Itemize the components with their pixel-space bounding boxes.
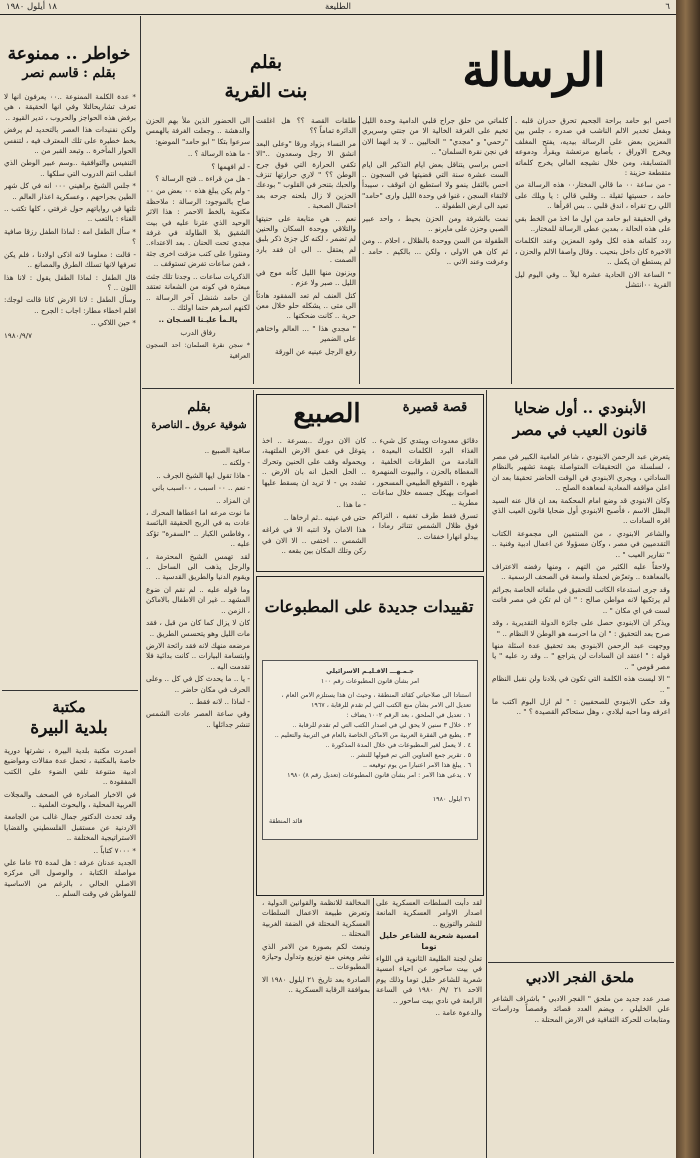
paragraph: رفاق الدرب bbox=[180, 327, 216, 337]
paragraph: الى الحضور الذين ملأ بهم الحزن والدهشة .. وجعلت الغرفة بالهمس سرعوا بتكا " ابو حامد" الموضع: bbox=[146, 116, 250, 146]
column-divider bbox=[373, 898, 374, 1154]
paragraph: وفي ساعة العصر عادت الشمس تنشر جدائلها .. bbox=[146, 709, 250, 729]
paragraph: التنفيس والتوافقية ..وسم عبير الوطن الذي انقلب انتم الدروب التي سلكها .. bbox=[4, 158, 136, 178]
khawater-title: خواطر .. ممنوعة bbox=[7, 44, 131, 64]
paragraph: - يا .. ما يحدث كل في كل .. وعلى الحرف في مكان حاضر .. bbox=[146, 674, 250, 694]
story-byline-author: شوقية عروق ـ الناصرة bbox=[151, 420, 247, 431]
library-title: مكتبة bbox=[52, 698, 86, 716]
column-divider bbox=[511, 116, 512, 384]
page-number: ٦ bbox=[665, 2, 670, 12]
page-header bbox=[0, 0, 676, 15]
library-body bbox=[4, 746, 136, 1150]
paragraph: اصدرت مكتبة بلدية البيرة ، نشرتها دورية خاصة بالمكتبة ، تحمل عدة مقالات ومواضيع ادبية متنوعة تلقي الضوء على الكتب المفقودة .. bbox=[4, 746, 136, 787]
column-divider bbox=[253, 390, 254, 1158]
paragraph: المخالفة للانظمة والقوانين الدولية ، وتعرض طبيعة الاعمال السلطات العسكرية المحتلة في الضفة الغربية المحتلة .. bbox=[262, 898, 370, 939]
order-subheading: امر بشأن قانون المطبوعات رقم ١٠٠ bbox=[320, 677, 420, 685]
paragraph: تسرق فقط طرف تغفيه ، التراكم فوق ظلال الشمس تتناثر رمادا ، بيدلو انهارا خفقات .. bbox=[372, 510, 478, 541]
paragraph: ولكن نفنيدات هذا العصر بالتحديد لم يرفض بخط خطيرة على تلك المعترف فيه ، لتنفس الحوار المأخرة .. وتبعد القبر من .. bbox=[4, 125, 136, 156]
paragraph: ولاحقاً عليه الكثير من التهم ، ومنها رفضه الاعتراف بالمعاهدة .. وتعرّض لحملة واسعة في الصحف الرسمية .. bbox=[492, 562, 670, 582]
paragraph: مر النساء بزواد ورقا "وعلى البعد انشق الا رجل وسعدون .."الا تكفي الحرارة التي فوق جرح الوطن ؟؟ " لاري حرارتها تنزف والحبك بتنحر في القلوب " بودعك الحزين لا زال بلحنه جرحه بعد احتمال الصحبة . bbox=[256, 138, 356, 211]
order-signature: قائد المنطقة bbox=[269, 817, 303, 825]
story-column-a bbox=[372, 436, 478, 566]
paragraph: - من ساعة ٠٠ ما قالي المختار٠٠ هذه الرسالة من حامد ، حسيتها ثقيلة .. وقلبي قالي : يا ويلك على اللي رح تقراه ، اندق قلبي .. بس اقرأها .. bbox=[515, 180, 671, 211]
risala-column-right bbox=[515, 116, 671, 380]
order-line: ١ . تعديل في الملحق ، بعد الرقم ١٠٠٢ يضاف : bbox=[346, 711, 471, 719]
paragraph: - قالت : معلوما لانه اذكى اولادنا ، فلم يكن تعرفها لانها تسلك الطرق والمصانع .. bbox=[4, 249, 136, 270]
library-subtitle: بلدية البيرة bbox=[30, 718, 108, 738]
paragraph: ووجهت عبد الرحمن الابنودي بعد تحقيق عدة اسئلة منها قوله : " اعتقد ان السادات لن يتراجع " .. وقد رد عليه " يا مصر قومي " .. bbox=[492, 640, 670, 671]
paragraph: ونبعث لكم بصورة من الامر الذي نشر ويعني منع توزيع وتداول وحيازة المطبوعات .. bbox=[262, 941, 370, 972]
paragraph: حتى في عينيه ..ثم ارخاها .. bbox=[283, 512, 366, 522]
paragraph: لقد تهمس الشيخ المحترمة ، والرجل يذهب الى الساحل .. ويقوم الدنيا والطريق القدسية .. bbox=[146, 551, 250, 582]
paragraph: وما قوله عليه .. لم نقم ان ضوع المشهد .. غير ان الاطفال بالاماكن ، الزمن .. bbox=[146, 584, 250, 615]
paragraph: احس براسي يتناقل بعض ايام التذكير الى ايام الست عشرة سنة التي قضيتها في السجون .. احس بالثقل ينمو ولا استطيع ان اتوقف ، سيبدأ لالتقاء السجن ، غنوا في وحدة الليل وارى "حامد" تعيد الى ارض الطفولة .. bbox=[362, 159, 508, 211]
paragraph: نمت بالشرفة ومن الحزن بحيط ، واحد عبير الصبي وحزن على مايرنو .. bbox=[362, 213, 508, 234]
paragraph: ردد كلماته هذه لكل وفود المعزين وعند الكلمات الاخيرة كان داخل بنحيب . وقال واصفا الالم والحزن ، لم يستطع ان يكمل .. bbox=[515, 236, 671, 267]
paragraph: طلقات القصة ؟؟ هل اغلقت الدائرة تماماً ؟؟ bbox=[256, 116, 356, 136]
paragraph: كان الان دورك ..بسرعة .. اخذ يتوغل في عمق الارض الملتهبة، ويحموله وقف على الحنين وتحرك .. الحل الحبل انه بان الارض .. تشدد بي - لا تريد ان يسقط عليها .. bbox=[262, 436, 366, 498]
order-line: ٥ . تقرير جمع العناوين التي تم قبولها للنشر .. bbox=[350, 751, 471, 759]
order-date: ٢١ ايلول ١٩٨٠ bbox=[432, 795, 471, 803]
khawater-byline: بقلم : قاسم نصر bbox=[22, 66, 116, 81]
paragraph: " مجدي هذا " ... العالم واختاهم على الضمير bbox=[256, 323, 356, 344]
journal-name: الطليعة bbox=[325, 2, 351, 12]
column-divider bbox=[253, 116, 254, 384]
paragraph: كتل العنف لم تعد المفقود هادئاً الى متى .. يشكله حلو خلال معن حرية .. كانت ضحكتها .. bbox=[256, 290, 356, 321]
book-spine bbox=[676, 0, 700, 1158]
section-divider bbox=[2, 690, 138, 691]
paragraph: الصادرة بعد تاريخ ٢١ ايلول ١٩٨٠ الا بموافقة الرقابة العسكرية .. bbox=[262, 974, 370, 995]
khawater-body bbox=[4, 92, 136, 684]
paragraph: الطفولة من السن ووحدة بالظلال ، احلام .. ومن ثم كان هي الاولى ، ولكن ... بالكيم . حامد . وعرفت وعند الاني .. bbox=[362, 236, 508, 267]
paragraph: الذكريات ساعات .. وجدنا تلك جثث مبعثرة في كونه من الشعانة تعتقد ان حامد شنشل آخر الرسالة .. لكنهم اسرهم حتما اولئك .. bbox=[146, 271, 250, 312]
story-title: الصبيع bbox=[293, 399, 361, 429]
paragraph: يالـمأ عليـنا السـجان .. bbox=[158, 315, 238, 325]
paragraph: - ما هذا .. bbox=[336, 500, 366, 510]
column-divider bbox=[140, 16, 141, 1158]
abnoudi-subtitle: قانون العيب في مصر bbox=[512, 421, 648, 439]
paragraph: - لم افهمها ؟ bbox=[211, 161, 250, 171]
paragraph: امسية شعرية للشاعر خليل توما bbox=[379, 931, 479, 951]
paragraph: في الاخبار الصادرة في الصحف والمجلات العربية المحلية ، والبحوث العلمية .. bbox=[4, 789, 136, 810]
taqyidat-column-a bbox=[262, 898, 370, 1150]
paragraph: والشاعر الابنودي ، من المنتمين الى مجموعة الكتاب التقدميين في مصر ، وكان مسؤولا عن اعمال ادبية وفنية .. " تقارير العيب " .. bbox=[492, 528, 670, 559]
paragraph: كان لا يزال كما كان من قبل ، فقد مات الليل وهو يتحسس الطريق .. bbox=[146, 618, 250, 638]
order-line: ٢ . خلال ٣ سنين لا يحق لي في اصدار الكتب التي لم تقدم للرقابة .. bbox=[292, 721, 471, 729]
mid-article-column-a bbox=[256, 116, 356, 384]
paragraph: - هل من قراءة .. فتح الرسالة ؟ bbox=[155, 174, 250, 184]
paragraph: مرضعه منهك لانه فقد رائحة الارض وابتسامة البيارات .. كانت بدائية فلا تقدمت اليه .. bbox=[146, 640, 250, 671]
fajr-body bbox=[492, 994, 670, 1150]
paragraph: تعلن لجنة الطليعة الثانوية في اللواء في بيت ساحور عن احياء امسية شعرية للشاعر خليل توما وذلك يوم الاحد ٢١ /٩/ ١٩٨٠ في الساعة الرابعة في نادي بيت ساحور .. bbox=[376, 954, 482, 1005]
paragraph: * عدة الكلمة الممنوعة ..٠٠ يعرفون انها لا تعرف تشاريحالتلا وفي انها الحقيقة ، هي برفض هذه الحواجز والحروب ، تدير القيود .. bbox=[4, 92, 136, 122]
paragraph: ويذكر ان الابنودي حصل على جائزة الدولة التقديرية ، وقد صرح بعد التحقيق : " ان ما احرسه هو الوطن لا النظام .. " bbox=[492, 618, 670, 638]
story-column-b bbox=[262, 436, 366, 566]
story-column-c bbox=[146, 446, 250, 1070]
paragraph: صدر عدد جديد من ملحق " الفجر الادبي " باشراف الشاعر علي الخليلي ، ويضم العدد قصائد وقصصاً ودراسات ومتابعات للحركة الثقافية في الارض المحتلة .. bbox=[492, 994, 670, 1024]
order-document-image bbox=[262, 660, 478, 840]
paragraph: وقد حكى الابنودي للصحفيين : " لم ازل البوم اكتب ما اعرفه وما احبه لبلادي ، وهل ستحاكم القصيدة ؟ " .. bbox=[492, 696, 670, 717]
paragraph: دقائق معدودات ويبتدي كل شيء .. الغذاء البرد الكلمات البعيدة ، القادمة من الطرقات الخلفية ، المغطاة بالحزن ، والبيوت المنهمرة ظهره ، التقوقع الطبيعي المسحور ، اصوات بهيكل جسمه خلال ساعات مطرية .. bbox=[372, 436, 478, 508]
paragraph: ان المزاد .. bbox=[216, 495, 250, 505]
paragraph: وفي الحقيقة ابو حامد من اول ما اخذ من الخط بقي على هذه الحالة ، بعدين عطى الرسالة للمختار.. bbox=[515, 213, 671, 234]
paragraph: تلتها في رواياتهم حول غرفتي ، كلها تكتب .. الغناء : بالتعب .. bbox=[4, 204, 136, 224]
paragraph: - نعم .. ٠٠ اسبب ، ٠٠اسبب باني bbox=[152, 483, 250, 493]
abnoudi-title: الأبنودي .. أول ضحايا bbox=[514, 399, 646, 417]
order-line: ٧ . يدعى هذا الامر : امر بشأن قانون المطبوعات (تعديل رقم ٨) ١٩٨٠ bbox=[287, 771, 471, 779]
paragraph: * حين اللاكي .. bbox=[91, 318, 136, 328]
section-divider bbox=[142, 388, 486, 389]
paragraph: وسأل الطفل : لانا الارض كانا قالت لوجك: اقلم اخطاء مطار: اجاب : الجرح .. bbox=[4, 295, 136, 315]
paragraph: وقد تحدث الدكتور جمال غالب من الجامعة الاردنية عن مستقبل الفلسطيني والقضايا الاستراتيجية المختلفة .. bbox=[4, 812, 136, 843]
paragraph: لقد دأبت السلطات العسكرية على اصدار الاوامر العسكرية المانعة للنشر والتوزيع .. bbox=[376, 898, 482, 928]
order-heading: جـمـهـــ الاقـليـم الاسرائيلي bbox=[326, 667, 414, 675]
section-divider bbox=[486, 388, 674, 389]
story-byline-label: بقلم bbox=[187, 400, 211, 415]
paragraph: ويزنون منها الليل كأنه موج في الليل .. صبر ولا عزم . bbox=[256, 267, 356, 288]
order-line: ٣ . يطبع في الفقرة العربية من الاماكن الخاصة بالعام في التربية والتعليم .. bbox=[274, 731, 471, 739]
paragraph: والدعوة عامة .. bbox=[435, 1008, 482, 1018]
risala-title: الرسالة bbox=[462, 43, 606, 97]
taqyidat-column-b bbox=[376, 898, 482, 1150]
paragraph: " الا ليست هذه الكلمة التي تكون في بلادنا ولن نقبل النظام " .. bbox=[492, 674, 670, 694]
paragraph: نعم .. هي متابعة على حنيتها والتلاقي ووحدة السكان والحنين لم تضمر ، لكنه كل جزئ ذكر بلبق لم يعتقل .. الى ان فقد بارد الصمت . bbox=[256, 213, 356, 265]
paragraph: الجديد عدنان عرفه : هل لمدة ٢٥ عاما علي مواصلة الكتابة ، والوصول الى مركزه الاصلي الحالي ، بالرغم من الاساسية للمواطن في وقت السلم .. bbox=[4, 858, 136, 899]
article-date: ١٩٨٠/٩/٧ bbox=[4, 330, 33, 340]
issue-date: ١٨ أيلول ١٩٨٠ bbox=[6, 2, 57, 12]
paragraph: قال الطفل : لماذا الطفل يقول : لانا هذا اللون .. ؟ bbox=[4, 272, 136, 292]
risala-byline-label: بقلم bbox=[249, 52, 283, 73]
abnoudi-body bbox=[492, 452, 670, 956]
paragraph: - ولكنه .. bbox=[222, 458, 250, 468]
paragraph: هذا الامان ولا انتبه الا في فراغه الشمس .. اختفى .. الا الان في ركن وتلك المكان بين بقعه .. bbox=[262, 525, 366, 556]
paragraph: ما نوت مرعه اما اعطاها المحرك ، عادت به في الربح الحقيقة البائسة ، وفاطس الكبار .. "السفرة" تؤكد عليه .. bbox=[146, 508, 250, 549]
section-divider bbox=[488, 962, 674, 963]
paragraph: * جلس الشيخ براهيني ٠٠٠ انه في كل شهر الطين بجراحهم ، وعسكرية اعذار العالم .. bbox=[4, 181, 136, 201]
paragraph: - ولم يكن يبلغ هذه ٠٠ بعض من ٠٠ صاح بالموجود: الرسالة : ملاحظة مكتوبة بالخط الاحمر : هذا الاثر الوحيد الذي عثرنا عليه في بيت الشقيق بلا الطاولة في غرفة مجدي تحت الحنان . بعد الاعتداء.. ومنثورا على كتب مزقت اخرى جثة ، فمن ساعات تفرض تستوقف .. bbox=[146, 186, 250, 269]
paragraph: احس ابو حامد براحة الجحيم تحرق حدران قلبه . وبفعل تخدير الالم الناشب في صدره ، جلس بين المعزين بعض على الرسالة بيديه، يفتح المغلف ويخرج الاوراق ، بأصابع مرتعشة ويقرأ، ودموعه المتسابقة، ومن خلال نشيجه العالي يخرج كلماته متقطعة حزينة : bbox=[515, 116, 671, 178]
paragraph: * سأل الطفل امه : لماذا الطفل رزقا صافية ؟ bbox=[4, 226, 136, 247]
paragraph: رفع الرجل عينيه عن الورقة bbox=[275, 346, 356, 356]
risala-byline-author: بنت القرية bbox=[224, 80, 308, 102]
order-line: ٤ . لا يعمل لغير المطبوعات في خلال المدة المذكورة .. bbox=[325, 741, 471, 749]
column-divider bbox=[486, 390, 487, 1158]
footnote: * سجن نقرة السلمان: احد السجون العراقية bbox=[146, 341, 250, 360]
order-line: تعديل الى الامر بشأن منع الكتب التي لم تقدم للرقابة ، ١٩٦٧ bbox=[310, 701, 471, 709]
mid-article-column-b bbox=[146, 116, 250, 384]
order-line: ٦ . يبلغ هذا الامر اعتبارا من يوم توقيعه .. bbox=[362, 761, 471, 769]
paragraph: ساقية الصبيع .. bbox=[204, 446, 250, 455]
fajr-title: ملحق الفجر الادبي bbox=[525, 970, 635, 986]
taqyidat-title: تقييدات جديدة على المطبوعات bbox=[264, 597, 474, 616]
paragraph: - لماذا .. لانه فقط .. bbox=[189, 696, 250, 706]
paragraph: وكان الابنودي قد وضع امام المحكمة بعد ان قال عنه السيد البطل الاسم ، فأصبح الابنودي أول ضحايا قانون العيب الذي اقره السادات .. bbox=[492, 495, 670, 526]
risala-column-left bbox=[362, 116, 508, 380]
paragraph: - هاذا تقول ايها الشيخ الجرف .. bbox=[156, 470, 250, 480]
paragraph: يتعرض عبد الرحمن الابنودي ، شاعر العامية الكبير في مصر ، لسلسلة من التحقيقات المتواصلة بتهمة تشهير بالنظام الساداتي ، ويجري الابنودي في الوقت الحاضر تحقيقا بعد ان اعلن مواقفه المعادية لمعاهدة الصلح .. bbox=[492, 452, 670, 493]
paragraph: * ٧٠٠٠ كتاباً .. bbox=[93, 845, 136, 855]
paragraph: كلماتي من حلق جراح قلبي الدامية وحدة الليل تخيم على الغرفة الخالية الا من جنتي وسريري "رحمي" و "مجدي" " الحاليين .. لا بد انهما الان في نجن نقرة السلمان" .. bbox=[362, 116, 508, 157]
paragraph: - ما هذه الرسالة ؟ .. bbox=[187, 149, 250, 159]
column-divider bbox=[359, 116, 360, 384]
order-line: استنادا الى صلاحياتي كقائد المنطقة ، وحيث ان هذا يستلزم الامن العام ، bbox=[281, 691, 471, 699]
story-series: قصة قصيرة bbox=[402, 400, 468, 415]
paragraph: وقد جرى استدعاء الكاتب للتحقيق في ملفاته الخاصة بجرائم لم يرتكبها لانه مواطن صالح : " ان لم تكن في مصر فانت لست في اي مكان " .. bbox=[492, 584, 670, 615]
paragraph: " الساعة الان الحادية عشرة ليلاً .. وفي اليوم ليل القرية ٠٠انتشل bbox=[515, 269, 671, 290]
